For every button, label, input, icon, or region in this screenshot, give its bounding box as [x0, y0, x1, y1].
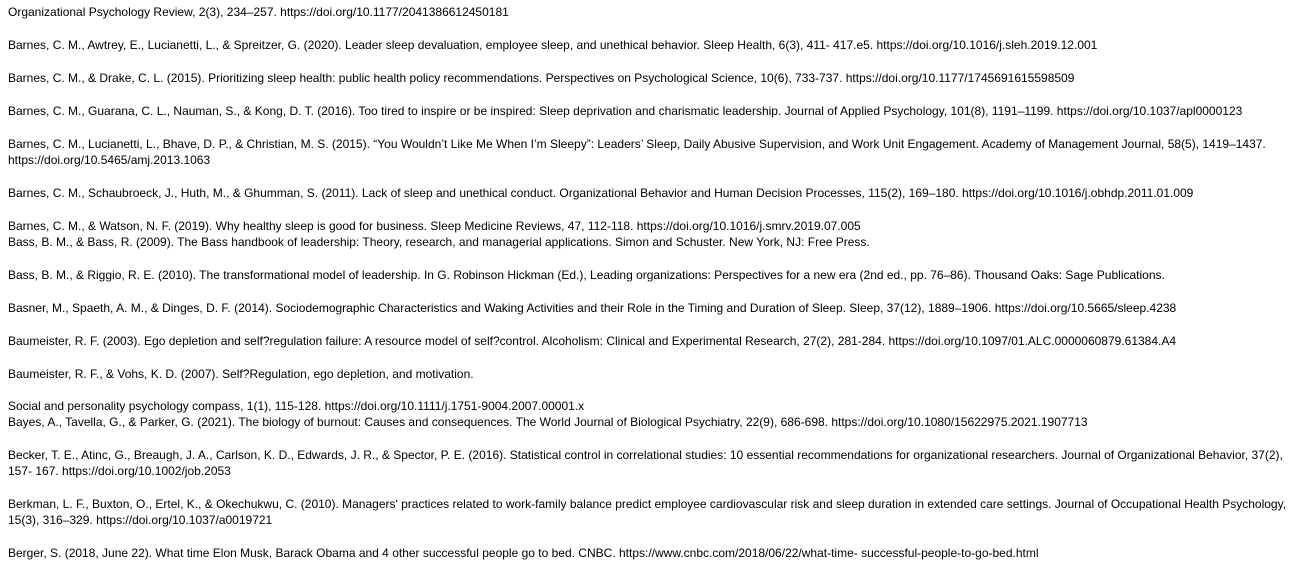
reference-entry: Bayes, A., Tavella, G., & Parker, G. (2021). The biology of burnout: Causes and consequences. The World Journal of Biological Psychiatry, 22(9), 686-698. https://doi.org/10.1080/15622975.2021.1907713 — [8, 415, 1088, 429]
reference-entry: Bass, B. M., & Bass, R. (2009). The Bass handbook of leadership: Theory, research, and managerial applications. Simon and Schuster. New York, NJ: Free Press. — [8, 235, 870, 249]
reference-entry: Basner, M., Spaeth, A. M., & Dinges, D. F. (2014). Sociodemographic Characteristics and Waking Activities and their Role in the Timing and Duration of Sleep. Sleep, 37(12), 1889–1906. https://doi.org/10.5665/sleep.4238 — [8, 301, 1177, 315]
reference-entry: Barnes, C. M., & Drake, C. L. (2015). Prioritizing sleep health: public health policy recommendations. Perspectives on Psychological Science, 10(6), 733-737. https://doi.org/10.1177/1745691615598509 — [8, 71, 1075, 85]
reference-entry: Barnes, C. M., Guarana, C. L., Nauman, S., & Kong, D. T. (2016). Too tired to inspire or be inspired: Sleep deprivation and charismatic leadership. Journal of Applied Psychology, 101(8), 1191–1199. https://doi.org/10.1037/apl0000123 — [8, 104, 1243, 118]
reference-entry: Barnes, C. M., Awtrey, E., Lucianetti, L., & Spreitzer, G. (2020). Leader sleep devaluation, employee sleep, and unethical behavior. Sleep Health, 6(3), 411- 417.e5. https://doi.org/10.1016/j.sleh.2019.12.001 — [8, 38, 1098, 52]
reference-list — [8, 4, 1304, 561]
reference-entry: Becker, T. E., Atinc, G., Breaugh, J. A., Carlson, K. D., Edwards, J. R., & Spector, P. E. (2016). Statistical control in correlational studies: 10 essential recommendations for organizational researchers. Journal of Organizational Behavior, 37(2), 157- 167. https://doi.org/10.1002/job.2053 — [8, 448, 1283, 478]
reference-entry: Berger, S. (2018, June 22). What time Elon Musk, Barack Obama and 4 other successful people go to bed. CNBC. https://www.cnbc.com/2018/06/22/what-time- successful-people-to-go-bed.html — [8, 546, 1039, 560]
reference-entry: Barnes, C. M., Lucianetti, L., Bhave, D. P., & Christian, M. S. (2015). “You Wouldn’t Like Me When I’m Sleepy”: Leaders’ Sleep, Daily Abusive Supervision, and Work Unit Engagement. Academy of Management Journal, 58(5), 1419–1437. https://doi.org/10.5465/amj.2013.1063 — [8, 137, 1266, 167]
reference-entry: Organizational Psychology Review, 2(3), 234–257. https://doi.org/10.1177/2041386612450181 — [8, 5, 509, 19]
reference-entry: Bass, B. M., & Riggio, R. E. (2010). The transformational model of leadership. In G. Robinson Hickman (Ed.), Leading organizations: Perspectives for a new era (2nd ed., pp. 76–86). Thousand Oaks: Sage Publications. — [8, 268, 1165, 282]
reference-entry: Barnes, C. M., & Watson, N. F. (2019). Why healthy sleep is good for business. Sleep Medicine Reviews, 47, 112-118. https://doi.org/10.1016/j.smrv.2019.07.005 — [8, 219, 861, 233]
reference-entry: Barnes, C. M., Schaubroeck, J., Huth, M., & Ghumman, S. (2011). Lack of sleep and unethical conduct. Organizational Behavior and Human Decision Processes, 115(2), 169–180. https://doi.org/10.1016/j.obhdp.2011.01.009 — [8, 186, 1194, 200]
reference-entry: Social and personality psychology compass, 1(1), 115-128. https://doi.org/10.1111/j.1751-9004.2007.00001.x — [8, 399, 585, 413]
reference-entry: Berkman, L. F., Buxton, O., Ertel, K., & Okechukwu, C. (2010). Managers' practices related to work-family balance predict employee cardiovascular risk and sleep duration in extended care settings. Journal of Occupational Health Psychology, 15(3), 316–329. https://doi.org/10.1037/a0019721 — [8, 497, 1287, 527]
reference-entry: Baumeister, R. F., & Vohs, K. D. (2007). Self?Regulation, ego depletion, and motivation. — [8, 367, 474, 381]
reference-entry: Baumeister, R. F. (2003). Ego depletion and self?regulation failure: A resource model of self?control. Alcoholism: Clinical and Experimental Research, 27(2), 281-284. https://doi.org/10.1097/01.ALC.0000060879.61384.A4 — [8, 334, 1177, 348]
